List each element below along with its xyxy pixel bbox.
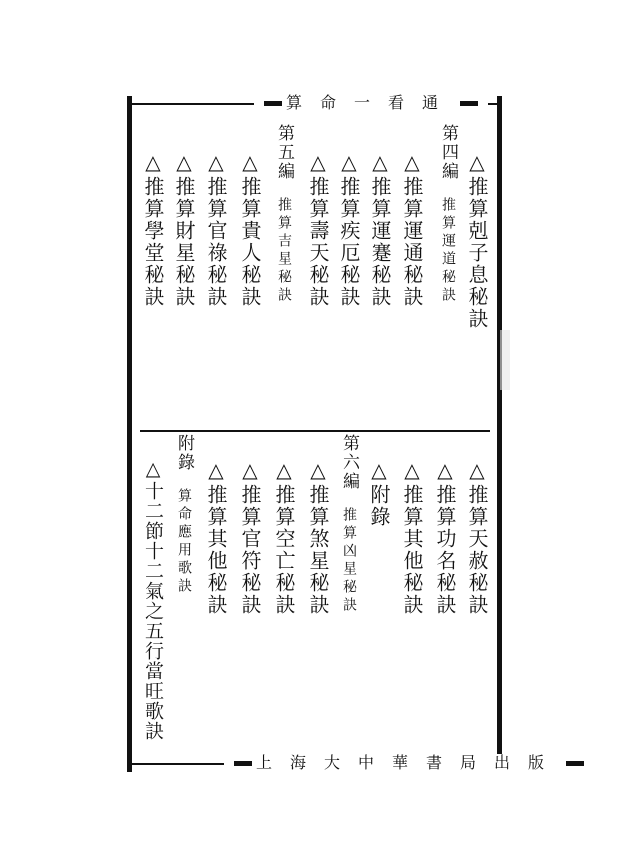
toc-entry: △推算運蹇秘訣: [368, 150, 392, 308]
middle-divider: [140, 430, 490, 432]
section-number: 第五編: [274, 124, 294, 181]
toc-entry: △推算運通秘訣: [400, 150, 424, 308]
toc-entry: △推算功名秘訣: [433, 458, 457, 616]
scan-mark: [500, 330, 510, 390]
appendix-subtitle: 算命應用歌訣: [176, 488, 192, 596]
toc-entry: △推算貴人秘訣: [238, 150, 262, 308]
footer-dash-right: [566, 761, 584, 766]
toc-entry: △附錄: [367, 458, 391, 528]
header-band: [254, 94, 488, 112]
toc-entry: △推算學堂秘訣: [141, 150, 165, 308]
footer-band: [224, 754, 594, 772]
section-heading: [437, 124, 459, 305]
appendix-label: 附錄: [174, 434, 194, 472]
footer-dash-left: [234, 761, 252, 766]
toc-entry: △推算煞星秘訣: [306, 458, 330, 616]
toc-entry: △推算壽天秘訣: [306, 150, 330, 308]
toc-entry: △推算財星秘訣: [172, 150, 196, 308]
toc-entry: △推算空亡秘訣: [272, 458, 296, 616]
toc-entry: △推算天赦秘訣: [465, 458, 489, 616]
header-dash-right: [460, 101, 478, 106]
appendix-heading: [173, 434, 195, 596]
toc-entry: △推算疾厄秘訣: [337, 150, 361, 308]
toc-entry: △推算剋子息秘訣: [465, 150, 489, 330]
toc-entry: △推算官符秘訣: [238, 458, 262, 616]
section-heading: [273, 124, 295, 305]
toc-entry: △推算其他秘訣: [204, 458, 228, 616]
book-title: 算命一看通: [286, 93, 457, 112]
section-number: 第四編: [438, 124, 458, 181]
publisher: 上海大中華書局出版: [256, 753, 563, 772]
toc-entry: △推算官祿秘訣: [204, 150, 228, 308]
section-subtitle: 推算吉星秘訣: [276, 197, 292, 305]
toc-entry: △十二節十二氣之五行當旺歌訣: [142, 458, 164, 741]
header-dash-left: [264, 101, 282, 106]
toc-entry: △推算其他秘訣: [400, 458, 424, 616]
section-heading: [338, 434, 360, 615]
section-number: 第六編: [339, 434, 359, 491]
section-subtitle: 推算運道秘訣: [440, 197, 456, 305]
section-subtitle: 推算凶星秘訣: [341, 507, 357, 615]
